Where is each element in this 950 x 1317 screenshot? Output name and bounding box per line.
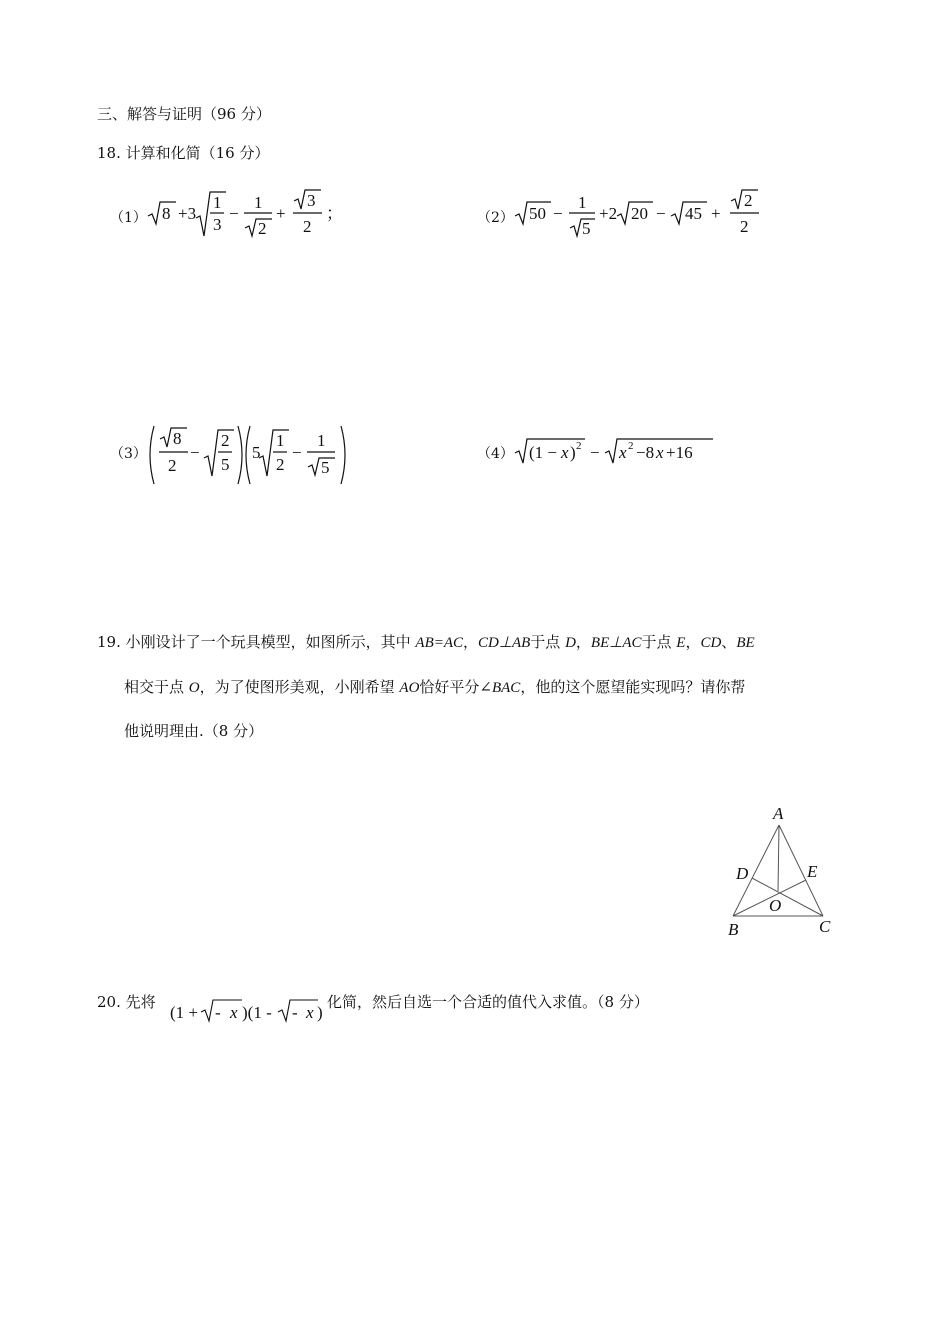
expression-20 bbox=[168, 996, 326, 1026]
q19-be: BE bbox=[736, 635, 755, 651]
q19-comma: ， bbox=[685, 633, 701, 651]
q19-cd: CD bbox=[700, 635, 722, 651]
svg-text:1: 1 bbox=[276, 431, 285, 450]
q19-ao: AO bbox=[399, 680, 420, 696]
svg-text:x: x bbox=[561, 443, 569, 462]
svg-text:−: − bbox=[229, 204, 239, 223]
expression-1 bbox=[146, 186, 346, 246]
q19-comma: ， bbox=[463, 633, 479, 651]
svg-text:8: 8 bbox=[162, 204, 171, 223]
q19-text: ，他的这个愿望能实现吗？请你帮 bbox=[520, 678, 746, 696]
q19-point-d: D bbox=[565, 635, 576, 651]
svg-text:−: − bbox=[553, 204, 563, 223]
svg-text:-: - bbox=[292, 1003, 298, 1022]
label-e: E bbox=[807, 862, 818, 881]
svg-text:5: 5 bbox=[252, 443, 261, 462]
svg-text:+: + bbox=[276, 204, 286, 223]
svg-text:5: 5 bbox=[582, 219, 591, 238]
svg-text:+2: +2 bbox=[599, 204, 618, 223]
q19-cd-perp-ab: CD⊥AB bbox=[478, 635, 531, 651]
svg-text:2: 2 bbox=[221, 431, 230, 450]
svg-text:20: 20 bbox=[631, 204, 648, 223]
q19-point-o: O bbox=[188, 680, 200, 696]
svg-text:−8: −8 bbox=[636, 443, 655, 462]
label-a: A bbox=[773, 804, 784, 823]
q19-text: ，为了使图形美观，小刚希望 bbox=[199, 678, 400, 696]
expression-3 bbox=[146, 422, 361, 488]
svg-text:+3: +3 bbox=[178, 204, 197, 223]
svg-text:+: + bbox=[711, 204, 721, 223]
q19-angle-bac: BAC bbox=[491, 680, 521, 696]
svg-text:2: 2 bbox=[628, 440, 634, 452]
svg-text:x: x bbox=[306, 1003, 314, 1022]
q19-ab-ac: AB=AC bbox=[415, 635, 464, 651]
svg-text:45: 45 bbox=[685, 204, 702, 223]
label-d: D bbox=[736, 864, 749, 883]
section-heading: 三、解答与证明（96 分） bbox=[97, 105, 271, 123]
svg-text:2: 2 bbox=[740, 217, 749, 236]
part-3-label: （3） bbox=[110, 446, 147, 462]
question-20-suffix: 化简，然后自选一个合适的值代入求值。（8 分） bbox=[327, 993, 649, 1011]
svg-text:−: − bbox=[656, 204, 666, 223]
svg-text:-: - bbox=[215, 1003, 221, 1022]
svg-text:2: 2 bbox=[258, 219, 267, 238]
question-19-line-2 bbox=[124, 677, 745, 698]
question-19-line-3: 他说明理由.（8 分） bbox=[124, 722, 264, 740]
part-4-label: （4） bbox=[477, 446, 514, 462]
svg-text:(1 −: (1 − bbox=[529, 443, 557, 462]
svg-text:3: 3 bbox=[213, 215, 222, 234]
svg-text:−: − bbox=[292, 443, 302, 462]
svg-text:2: 2 bbox=[303, 217, 312, 236]
svg-text:；: ； bbox=[326, 204, 343, 223]
expression-2 bbox=[513, 186, 773, 246]
svg-text:50: 50 bbox=[529, 204, 546, 223]
q19-text: 恰好平分∠ bbox=[419, 678, 492, 696]
svg-text:(1 +: (1 + bbox=[170, 1003, 198, 1022]
label-b: B bbox=[728, 920, 739, 939]
question-19-line-1 bbox=[97, 632, 755, 653]
svg-text:8: 8 bbox=[173, 429, 182, 448]
q19-separator: 、 bbox=[721, 633, 737, 651]
svg-text:1: 1 bbox=[578, 193, 587, 212]
svg-text:−: − bbox=[190, 443, 200, 462]
q19-be-perp-ac: BE⊥AC bbox=[590, 635, 642, 651]
svg-text:3: 3 bbox=[307, 191, 316, 210]
svg-text:2: 2 bbox=[744, 191, 753, 210]
svg-text:+16: +16 bbox=[666, 443, 693, 462]
svg-text:x: x bbox=[230, 1003, 238, 1022]
svg-text:)(1 -: )(1 - bbox=[242, 1003, 272, 1022]
expression-4 bbox=[513, 433, 723, 473]
question-20-prefix: 20. 先将 bbox=[97, 993, 156, 1011]
svg-text:5: 5 bbox=[321, 458, 330, 477]
part-2-label: （2） bbox=[477, 210, 514, 226]
question-18-heading: 18. 计算和化简（16 分） bbox=[97, 144, 270, 162]
svg-text:): ) bbox=[570, 443, 576, 462]
svg-text:1: 1 bbox=[213, 193, 222, 212]
q19-text: 19. 小刚设计了一个玩具模型，如图所示，其中 bbox=[97, 633, 416, 651]
part-1-label: （1） bbox=[110, 210, 147, 226]
svg-text:x: x bbox=[656, 443, 664, 462]
svg-text:2: 2 bbox=[276, 455, 285, 474]
triangle-figure bbox=[720, 800, 840, 942]
q19-text: 于点 bbox=[641, 633, 677, 651]
svg-text:1: 1 bbox=[254, 193, 263, 212]
svg-text:2: 2 bbox=[168, 456, 177, 475]
svg-text:2: 2 bbox=[576, 440, 582, 452]
q19-point-e: E bbox=[676, 635, 686, 651]
svg-text:): ) bbox=[317, 1003, 323, 1022]
label-c: C bbox=[819, 917, 831, 936]
q19-comma: ， bbox=[575, 633, 591, 651]
svg-text:−: − bbox=[590, 443, 600, 462]
q19-text: 于点 bbox=[530, 633, 566, 651]
q19-text: 相交于点 bbox=[124, 678, 189, 696]
svg-text:x: x bbox=[619, 443, 627, 462]
label-o: O bbox=[769, 896, 782, 915]
svg-text:5: 5 bbox=[221, 455, 230, 474]
svg-text:1: 1 bbox=[317, 431, 326, 450]
